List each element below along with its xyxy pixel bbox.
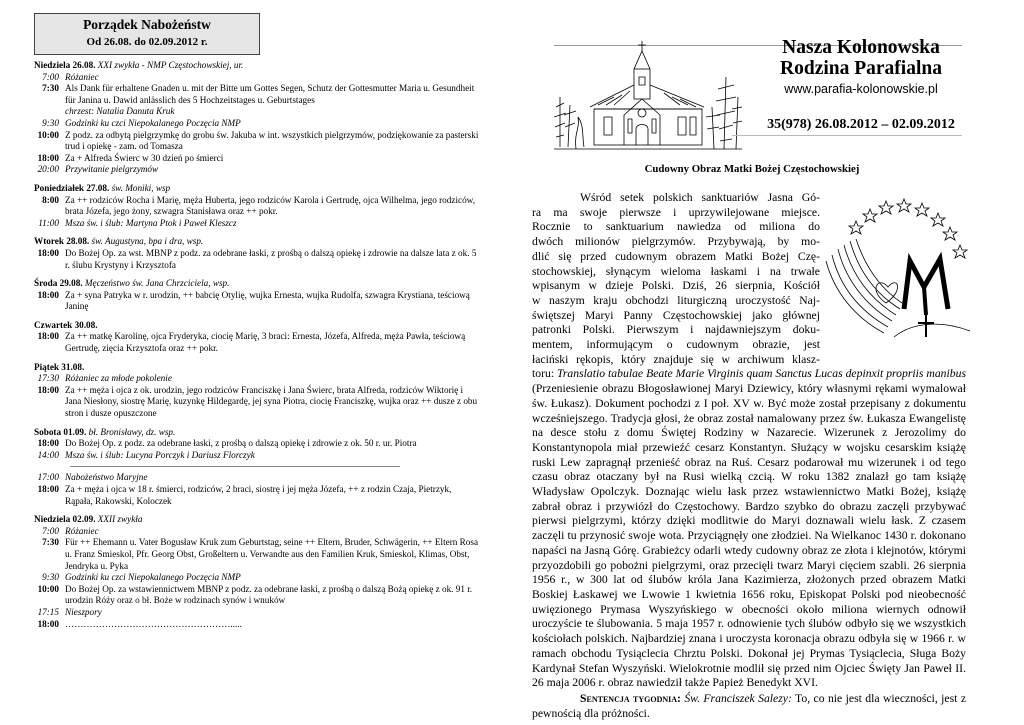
day-heading <box>34 183 480 195</box>
schedule-entry <box>34 526 480 538</box>
entry-time: 17:15 <box>37 606 59 617</box>
article-line: dwóch milionów pielgrzymów. Przybywają, by mo- <box>532 235 820 249</box>
article-line: łaciński rękopis, który znajduje się w archiwum klasz- <box>532 352 820 366</box>
article-narrow-block <box>532 191 820 367</box>
article-continuation-text: (Przeniesienie obrazu Błogosławionej Maryi Dziewicy, który własnymi rękami wymalował św. Łukasz). Dokument pochodzi z I poł. XV w. Być może został przepisany z dokumentu wcześniejszego. Tradycja głosi, że obraz został namalowany przez św. Łukasza Ewangelistę na desce stołu z domu Świętej Rodziny w Nazarecie. Wizerunek z Jerozolimy do Konstantynopola miał przewieźć cesarz Konstantyn. Służący w wojsku cesarskim książę ruski Lew zapragnął przenieść obraz na Ruś. Cesarz podarował mu wizerunek i od tego czasu obraz otaczany był na Rusi wielką czcią. W roku 1382 znalazł go tam książę Władysław Opolczyk. Doznając wielu łask przez wstawiennictwo Matki Bożej, książę zabrał obraz i przywiózł do Częstochowy. Bardzo szybko do obrazu zaczęli przybywać pierwsi pielgrzymi, którzy dzięki modlitwie do Maryi doznawali wielu łask. Z czasem zaczęli tu przynosić swoje wota. Przyciągnęły one złodziei. Na Wielkanoc 1430 r. dokonano napaści na Jasną Górę. Grabieżcy odarli wtedy cudowny obraz ze złota i klejnotów, którymi przyozdobili go pobożni pielgrzymi, oraz przecięli twarz Maryi cięciem szabli. 26 sierpnia 1956 r., w 300 lat od ślubów króla Jana Kazimierza, złożonych przed obrazem Matki Boskiej Łaskawej we Lwowie 1 kwietnia 1656 roku, Episkopat Polski pod nieobecność uwięzionego Prymasa Wyszyńskiego w obecności około miliona wiernych odnowił uroczyście te ślubowania. 5 maja 1957 r. odnowienie tych ślubów odbyło się we wszystkich kościołach polskich. Najbardziej znana i uroczysta koronacja obrazu odbyła się w 1966 r. w ramach obchodu Tysiąclecia Chrztu Polski. Dokonał jej Prymas Tysiąclecia, Sługa Boży Kardynał Stefan Wyszyński. Wielokrotnie modlił się przed nim Ojciec Święty Jan Paweł II. 26 maja 2006 r. obraz nawiedził także Papież Benedykt XVI. <box>532 382 966 690</box>
entry-time: 8:00 <box>42 194 59 205</box>
schedule-entry <box>34 248 480 271</box>
schedule-entry <box>34 438 480 450</box>
day-feast: XXII zwykła <box>97 514 143 525</box>
schedule-day <box>34 236 480 271</box>
entry-intention: Für ++ Ehemann u. Vater Bogusław Kruk zum Geburtstag, seine ++ Eltern, Bruder, Schwägerin, ++ Eltern Rosa u. Franz Smieskol, Pfr. Georg Obst, Großeltern u. Verwandte aus den Familien Kruk, Smieskol, Klimas, Obst, Jendryka u. Pyka <box>65 537 479 571</box>
entry-time: 18:00 <box>37 384 59 395</box>
day-feast: XXI zwykła - NMP Częstochowskiej, ur. <box>97 60 244 70</box>
sentence-of-week <box>532 692 966 721</box>
entry-intention: chrzest: Natalia Danuta Kruk <box>65 106 175 117</box>
church-illustration <box>554 37 742 151</box>
day-date: Niedziela 26.08. <box>34 60 98 70</box>
schedule-dates: Od 26.08. do 02.09.2012 r. <box>86 36 208 48</box>
entry-time: 7:00 <box>42 525 59 536</box>
parish-title-line1: Nasza Kolonowska <box>782 37 940 58</box>
entry-intention: Do Bożej Op. za wstawiennictwem MBNP z podz. za odebrane łaski, z prośbą o dalszą Bożą opiekę z ok. 91 r. urodzin Róży oraz o bł. Boże w rodzinach synów i wnuków <box>65 583 473 606</box>
schedule-entry <box>34 153 480 165</box>
sentence-text: To, co nie jest dla wieczności, jest z pewnością dla próżności. <box>532 692 967 720</box>
schedule-entry <box>34 83 480 106</box>
article-line: patronki Polski. Pierwszym i najdawniejszym doku- <box>532 323 820 337</box>
schedule-entry <box>34 584 480 607</box>
schedule-entry <box>34 537 480 572</box>
schedule-day <box>34 320 480 355</box>
schedule-entry <box>34 290 480 313</box>
day-date: Sobota 01.09. <box>34 426 89 437</box>
schedule-entry <box>34 450 480 462</box>
day-heading <box>34 60 480 72</box>
schedule-entry <box>34 331 480 354</box>
schedule-entry <box>34 218 480 230</box>
entry-intention: Msza św. i ślub: Lucyna Porczyk i Dariusz Florczyk <box>65 449 255 460</box>
article-line: wpisanym w dzieje Polski. Dziś, 26 sierpnia, Kościół <box>532 279 820 293</box>
day-feast: Męczeństwo św. Jana Chrzciciela, wsp. <box>84 278 230 289</box>
day-date: Czwartek 30.08. <box>34 319 98 330</box>
schedule-list <box>34 60 480 630</box>
entry-intention: Za ++ matkę Karolinę, ojca Fryderyka, ciocię Marię, 3 braci: Ernesta, Józefa, Alfreda, męża Pawła, teściową Gertrudę, zięcia Krzysztofa oraz ++ pokr. <box>65 331 466 354</box>
sentence-label: Sentencja tygodnia: <box>580 692 681 705</box>
entry-intention: Msza św. i ślub: Martyna Ptok i Paweł Kleszcz <box>65 217 237 228</box>
schedule-day <box>34 183 480 229</box>
schedule-entry <box>34 130 480 153</box>
schedule-entry <box>34 373 480 385</box>
entry-intention: Za + męża i ojca w 18 r. śmierci, rodziców, 2 braci, siostrę i jej męża Józefa, ++ z rodzin Czaja, Pietrzyk, Rąpała, Rakowski, Koloczek <box>65 484 452 506</box>
entry-time: 18:00 <box>37 331 59 342</box>
entry-time: 17:30 <box>37 373 59 384</box>
parish-title <box>728 37 994 79</box>
article-line: stochowskiej, słynącym wieloma łaskami i na trwałe <box>532 264 820 278</box>
sentence-author: Św. Franciszek Salezy: <box>684 692 792 705</box>
entry-time: 7:30 <box>42 537 59 548</box>
entry-intention: Różaniec <box>65 525 99 536</box>
entry-time: 9:30 <box>42 572 59 583</box>
day-heading <box>34 236 480 248</box>
entry-time: 14:00 <box>37 449 59 460</box>
article-continuation <box>532 367 966 690</box>
entry-time: 18:00 <box>37 484 59 494</box>
entry-intention: Za ++ rodziców Rocha i Marię, męża Huberta, jego rodziców Karola i Gertrudę, ojca Wilhelma, jego rodziców, brata Józefa, jego żony, szwagra Stanisława oraz ++ pokr. <box>65 194 475 217</box>
schedule-entry <box>34 607 480 619</box>
day-feast: św. Moniki, wsp <box>111 182 171 193</box>
article-line: Rocznie to sanktuarium nawiedza od miliona do <box>532 220 820 234</box>
day-heading <box>34 362 480 374</box>
article-title: Cudowny Obraz Matki Bożej Częstochowskiej <box>644 163 860 175</box>
parish-url[interactable]: www.parafia-kolonowskie.pl <box>784 82 938 96</box>
schedule-entry <box>34 572 480 584</box>
entry-intention: Nabożeństwo Maryjne <box>65 472 148 483</box>
entry-time: 10:00 <box>37 129 59 140</box>
schedule-entry <box>34 118 480 130</box>
article-line: mentem, informującym o cudownym obrazie, jest <box>532 338 820 352</box>
article-line: w naszym kraju obchodzi liturgiczną uroczystość Naj- <box>532 293 820 307</box>
entry-intention: Przywitanie pielgrzymów <box>65 164 159 175</box>
day-date: Piątek 31.08. <box>34 361 85 372</box>
article-line: dlić się przed cudownym obrazem Matki Bożej Czę- <box>532 249 820 263</box>
entry-intention: Nieszpory <box>65 606 102 617</box>
divider <box>70 466 400 467</box>
schedule-column <box>34 13 480 718</box>
day-heading <box>34 514 480 526</box>
entry-time: 18:00 <box>37 152 59 163</box>
entry-intention: Do Bożej Op. za wst. MBNP z podz. za odebrane łaski, z prośbą o dalszą opiekę i zdrowie na dalsze lata z ok. 5 r. ślubu Krystyny i Krzysztofa <box>65 247 477 270</box>
schedule-header <box>34 13 260 55</box>
entry-intention: Za ++ męża i ojca z ok. urodzin, jego rodziców Franciszkę i Jana Świerc, brata Alfreda, rodziców Wiktorię i Jana Niesłony, siostrę Marię, kuzynkę Hildegardę, jej syna Piotra, ciocię Franciszkę, wujka oraz ++ dusze z obu stron i dusze opuszczone <box>65 384 478 419</box>
entry-intention: Różaniec za młode pokolenie <box>65 373 172 384</box>
schedule-entry <box>34 385 480 420</box>
entry-time: 10:00 <box>37 583 59 594</box>
schedule-day <box>34 278 480 313</box>
entry-intention: Różaniec <box>65 71 99 82</box>
entry-intention: Z podz. za odbytą pielgrzymkę do grobu św. Jakuba w int. wszystkich pielgrzymów, podziękowanie za pasterski trud i opiekę - zam. od Tomasza <box>65 129 479 152</box>
entry-intention: Godzinki ku czci Niepokalanego Poczęcia NMP <box>65 572 241 583</box>
schedule-title: Porządek Nabożeństw <box>83 17 211 32</box>
entry-intention: Za + syna Patryka w r. urodzin, ++ babcię Otylię, wujka Ernesta, wujka Rudolfa, szwagra Krystiana, teściową Janinę <box>65 289 470 312</box>
bulletin-column <box>532 13 1002 718</box>
entry-intention: Za + Alfreda Świerc w 30 dzień po śmierci <box>65 152 224 163</box>
schedule-day <box>34 514 480 630</box>
day-feast: św. Augustyna, bpa i dra, wsp. <box>91 236 204 247</box>
entry-time: 17:00 <box>37 472 59 483</box>
article-line: Wśród setek polskich sanktuariów Jasna Gó- <box>580 191 820 204</box>
entry-time: 7:30 <box>42 83 59 94</box>
day-date: Niedziela 02.09. <box>34 514 98 525</box>
entry-time: 20:00 <box>37 164 59 175</box>
article-latin-title: Translatio tabulae Beate Marie Virginis quam Sanctus Lucas depinxit propriis manibus <box>557 367 966 381</box>
schedule-entry <box>34 619 480 631</box>
schedule-day <box>34 60 480 176</box>
day-heading <box>34 320 480 332</box>
entry-intention: ………………………………………………..... <box>65 618 242 629</box>
article-latin-lead: toru: <box>532 367 558 381</box>
schedule-day <box>34 427 480 508</box>
schedule-entry <box>34 472 480 484</box>
day-date: Wtorek 28.08. <box>34 236 92 247</box>
schedule-entry <box>34 164 480 176</box>
article-line: świętszej Maryi Panny Częstochowskiej jako głównej <box>532 308 820 322</box>
day-heading <box>34 427 480 439</box>
schedule-entry <box>34 195 480 218</box>
entry-intention: Do Bożej Op. z podz. za odebrane łaski, z prośbą o dalszą opiekę i zdrowie z ok. 50 r. ur. Piotra <box>65 438 417 449</box>
entry-time: 18:00 <box>37 289 59 300</box>
article-line: ra ma swoje pierwsze i uprzywilejowane miejsce. <box>532 205 820 219</box>
day-date: Poniedziałek 27.08. <box>34 182 112 193</box>
schedule-entry <box>34 72 480 84</box>
issue-rule <box>732 135 962 136</box>
entry-time: 7:00 <box>42 71 59 82</box>
day-feast: bł. Bronisławy, dz. wsp. <box>88 426 176 437</box>
issue-number: 35(978) 26.08.2012 – 02.09.2012 <box>767 117 955 132</box>
parish-title-line2: Rodzina Parafialna <box>780 58 942 79</box>
entry-time: 11:00 <box>38 217 59 228</box>
entry-time: 18:00 <box>37 438 59 449</box>
schedule-entry <box>34 484 480 507</box>
schedule-day <box>34 362 480 420</box>
entry-intention: Als Dank für erhaltene Gnaden u. mit der Bitte um Gottes Segen, Schutz der Gottesmutter Maria u. Gesundheit für Janina u. Dawid anlässlich des 5 Hochzeitstages u. Geburtstages <box>65 83 475 105</box>
day-heading <box>34 278 480 290</box>
entry-time: 18:00 <box>37 247 59 258</box>
entry-intention: Godzinki ku czci Niepokalanego Poczęcia NMP <box>65 117 241 128</box>
article-body <box>532 191 966 691</box>
schedule-entry <box>34 106 480 118</box>
day-date: Środa 29.08. <box>34 278 85 289</box>
article-opening-paragraph <box>532 191 820 367</box>
entry-time <box>34 106 65 118</box>
entry-time: 18:00 <box>37 618 59 629</box>
entry-time: 9:30 <box>42 117 59 128</box>
